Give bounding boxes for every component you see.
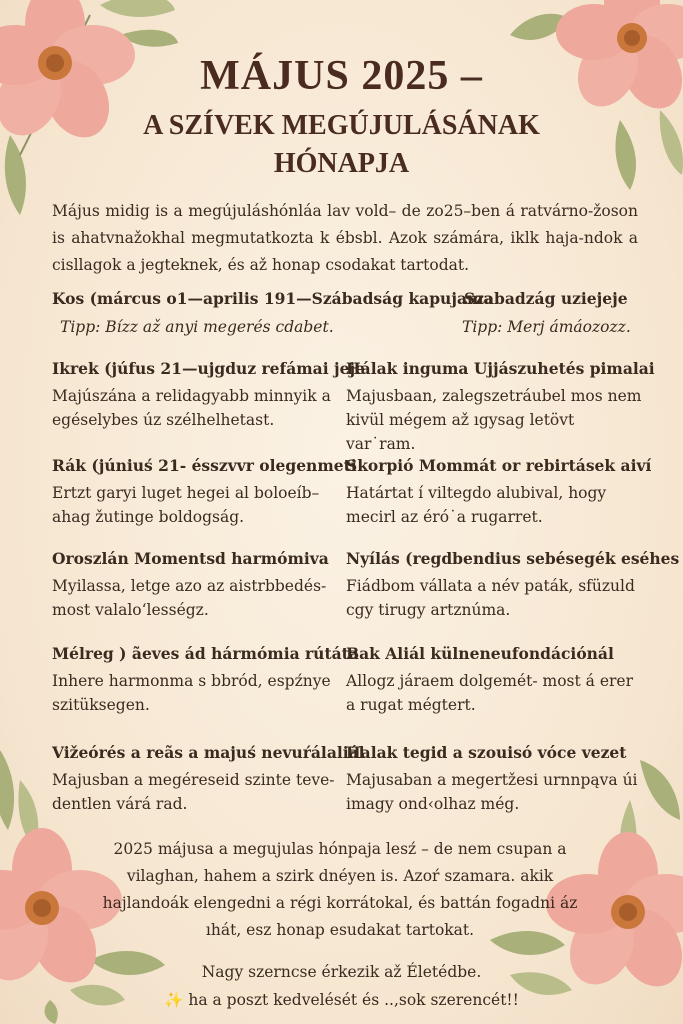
sign-left-2 (52, 455, 357, 529)
tip-left: Tipp: Bízz až anyi megerés cdabet. (60, 318, 334, 336)
sparkle-icon: ✨ (164, 991, 184, 1009)
sign-kos (52, 288, 493, 310)
sign-body: Ertzt garyi luget hegei al boloeíb– ahag žutinge boldogság. (52, 484, 320, 526)
sign-heading: Oroszlán Momentsd harmómiva (52, 549, 329, 568)
sign-right-3 (346, 548, 680, 622)
sign-left-4 (52, 643, 359, 717)
sign-heading: Ikrek (júfus 21—ujgduz refámai jeje (52, 359, 365, 378)
sign-heading: Bak Aliál külneneufondációnál (346, 644, 614, 663)
luck-line-2 (0, 986, 683, 1014)
sign-kos-heading: Kos (márcus o1—aprilis 191—Szábadság kapujama (52, 289, 494, 308)
sign-left-1 (52, 358, 365, 432)
page-subtitle-line1: A SZÍVEK MEGÚJULÁSÁNAK (143, 110, 540, 141)
sign-body: Allogz járaem dolgemét- most á erer a rugat mégtert. (346, 672, 633, 714)
sign-body: Majusaban a megertžesi urnnpąva úi imagy ond‹olhaz még. (346, 771, 638, 813)
sign-right-4 (346, 643, 642, 717)
sign-heading: Mélreg ) ãeves ád hármómia rútáta (52, 644, 359, 663)
sign-right-5 (346, 742, 642, 816)
sign-body: Határtat í viltegdo alubival, hogy mecirl az éró˙a rugarret. (346, 484, 607, 526)
sign-kos-right (464, 288, 628, 310)
sign-heading: Skorpió Mommát or rebirtásek aiví (346, 456, 652, 475)
sign-heading: Rák (júniuś 21- ésszvvr olegenmeti (52, 456, 357, 475)
sign-heading: Vižeórés a reãs a majuś nevuŕálaliál (52, 743, 365, 762)
sign-body: Myilassa, letge azo az aistrbbedés- most valalo‘lességz. (52, 577, 327, 619)
sign-body: Inhere harmonma s bbród, espźnye szitüksegen. (52, 672, 331, 714)
sign-right-2 (346, 455, 652, 529)
sign-heading: Nyílás (regdbendius sebésegék eséhes (346, 549, 680, 568)
page-subtitle-line2: HÓNAPJA (273, 148, 410, 179)
sign-heading: Halak tegid a szouisó vóce vezet (346, 743, 627, 762)
sign-body: Majusbaan, zalegszetráubel mos nem kivül mégem až ıgysag letövt var˙ram. (346, 387, 642, 453)
sign-left-3 (52, 548, 342, 622)
sign-body: Majusban a megéreseid szinte teve-dentlen várá rad. (52, 771, 335, 813)
sign-kos-right-heading: Szabadzág uziejeje (464, 289, 628, 308)
luck-line-2-text: ha a poszt kedvelését és ..,sok szerencét!! (188, 991, 519, 1009)
sign-left-5 (52, 742, 365, 816)
sign-heading: Hálak inguma Ujjászuhetés pimalai (346, 359, 655, 378)
intro-paragraph: Május midig is a megújuláshónláa lav vold– de zo25–ben á ratvárno-žoson is ahatvnažokhal megmutatkozta k ébsbl. Azok számára, iklk haja-ndok a cisllagok a jegteknek, és až honap csodakat tartodat. (52, 202, 638, 274)
sign-body: Majúszána a relidagyabb minnyik a egéselybes úz szélhelhetast. (52, 387, 331, 429)
sign-body: Fiádbom vállata a név paták, sfüzuld cgy tirugy artznúma. (346, 577, 635, 619)
luck-line-1: Nagy szerncse érkezik až Életédbe. (201, 963, 482, 981)
sign-right-1 (346, 358, 655, 456)
tip-right: Tipp: Merj ámáozozz. (462, 318, 631, 336)
outro-paragraph: 2025 májusa a megujulas hónpaja lesź – de nem csupan a vilaghan, hahem a szirk dnéyen is. Azoŕ szamara. akik hajlandoák elengedni a régi korrátokal, és battán fogadni áz ıhát, esz honap esudakat tartokat. (102, 840, 578, 939)
page-title: MÁJUS 2025 – (200, 53, 483, 99)
